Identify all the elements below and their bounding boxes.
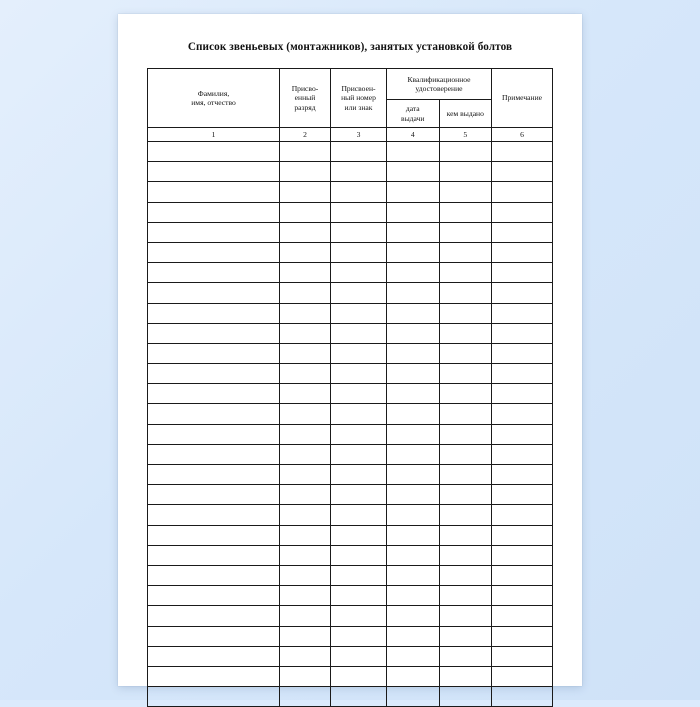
cell-fullname[interactable] bbox=[148, 586, 280, 606]
cell-rank[interactable] bbox=[280, 525, 331, 545]
cell-rank[interactable] bbox=[280, 444, 331, 464]
cell-number[interactable] bbox=[331, 646, 387, 666]
column-number-5: 5 bbox=[439, 128, 492, 142]
cell-notes[interactable] bbox=[492, 606, 553, 626]
cell-issue-date[interactable] bbox=[387, 323, 440, 343]
cell-issue-date[interactable] bbox=[387, 404, 440, 424]
cell-rank[interactable] bbox=[280, 606, 331, 626]
cell-issued-by[interactable] bbox=[439, 485, 492, 505]
cell-issue-date[interactable] bbox=[387, 283, 440, 303]
cell-notes[interactable] bbox=[492, 626, 553, 646]
column-header-issue-date-line1: дата bbox=[405, 104, 420, 114]
table-row bbox=[148, 465, 553, 485]
column-header-certificate-line2: удостоверение bbox=[415, 84, 463, 93]
cell-number[interactable] bbox=[331, 485, 387, 505]
cell-number[interactable] bbox=[331, 565, 387, 585]
table-row bbox=[148, 242, 553, 262]
cell-issue-date[interactable] bbox=[387, 687, 440, 707]
cell-fullname[interactable] bbox=[148, 343, 280, 363]
cell-rank[interactable] bbox=[280, 202, 331, 222]
cell-rank[interactable] bbox=[280, 465, 331, 485]
column-header-number bbox=[331, 69, 387, 128]
cell-number[interactable] bbox=[331, 303, 387, 323]
cell-fullname[interactable] bbox=[148, 263, 280, 283]
cell-notes[interactable] bbox=[492, 384, 553, 404]
cell-notes[interactable] bbox=[492, 485, 553, 505]
cell-issue-date[interactable] bbox=[387, 666, 440, 686]
cell-fullname[interactable] bbox=[148, 404, 280, 424]
cell-issue-date[interactable] bbox=[387, 142, 440, 162]
cell-issued-by[interactable] bbox=[439, 666, 492, 686]
document-sheet bbox=[118, 14, 582, 686]
cell-issued-by[interactable] bbox=[439, 586, 492, 606]
table-row bbox=[148, 384, 553, 404]
cell-rank[interactable] bbox=[280, 666, 331, 686]
cell-rank[interactable] bbox=[280, 545, 331, 565]
table-row bbox=[148, 444, 553, 464]
cell-fullname[interactable] bbox=[148, 384, 280, 404]
cell-fullname[interactable] bbox=[148, 283, 280, 303]
cell-notes[interactable] bbox=[492, 525, 553, 545]
cell-issue-date[interactable] bbox=[387, 303, 440, 323]
cell-issue-date[interactable] bbox=[387, 242, 440, 262]
cell-fullname[interactable] bbox=[148, 505, 280, 525]
cell-fullname[interactable] bbox=[148, 666, 280, 686]
column-header-fullname-line1: Фамилия, bbox=[197, 88, 230, 98]
cell-issue-date[interactable] bbox=[387, 424, 440, 444]
table-row bbox=[148, 586, 553, 606]
cell-notes[interactable] bbox=[492, 263, 553, 283]
cell-fullname[interactable] bbox=[148, 465, 280, 485]
cell-rank[interactable] bbox=[280, 505, 331, 525]
header-row-main bbox=[148, 69, 553, 100]
cell-issued-by[interactable] bbox=[439, 303, 492, 323]
cell-fullname[interactable] bbox=[148, 485, 280, 505]
column-number-3: 3 bbox=[331, 128, 387, 142]
column-header-notes bbox=[492, 69, 553, 128]
cell-number[interactable] bbox=[331, 202, 387, 222]
cell-notes[interactable] bbox=[492, 687, 553, 707]
table-row bbox=[148, 606, 553, 626]
cell-number[interactable] bbox=[331, 283, 387, 303]
cell-issue-date[interactable] bbox=[387, 263, 440, 283]
column-header-number-line2: ный номер bbox=[341, 93, 376, 103]
cell-notes[interactable] bbox=[492, 343, 553, 363]
cell-issued-by[interactable] bbox=[439, 465, 492, 485]
cell-issue-date[interactable] bbox=[387, 364, 440, 384]
table-row bbox=[148, 364, 553, 384]
cell-rank[interactable] bbox=[280, 485, 331, 505]
cell-notes[interactable] bbox=[492, 303, 553, 323]
cell-issue-date[interactable] bbox=[387, 545, 440, 565]
table-row bbox=[148, 162, 553, 182]
cell-fullname[interactable] bbox=[148, 444, 280, 464]
cell-notes[interactable] bbox=[492, 586, 553, 606]
cell-issued-by[interactable] bbox=[439, 404, 492, 424]
cell-issue-date[interactable] bbox=[387, 606, 440, 626]
cell-number[interactable] bbox=[331, 242, 387, 262]
cell-issued-by[interactable] bbox=[439, 364, 492, 384]
cell-issued-by[interactable] bbox=[439, 646, 492, 666]
cell-issue-date[interactable] bbox=[387, 384, 440, 404]
cell-issued-by[interactable] bbox=[439, 565, 492, 585]
cell-rank[interactable] bbox=[280, 626, 331, 646]
column-header-fullname bbox=[148, 69, 280, 128]
cell-rank[interactable] bbox=[280, 424, 331, 444]
table-head bbox=[148, 69, 553, 142]
cell-issue-date[interactable] bbox=[387, 202, 440, 222]
cell-issued-by[interactable] bbox=[439, 182, 492, 202]
cell-fullname[interactable] bbox=[148, 565, 280, 585]
cell-issued-by[interactable] bbox=[439, 525, 492, 545]
cell-notes[interactable] bbox=[492, 424, 553, 444]
column-header-rank-line1: Присво- bbox=[291, 84, 319, 94]
cell-rank[interactable] bbox=[280, 404, 331, 424]
cell-rank[interactable] bbox=[280, 646, 331, 666]
cell-number[interactable] bbox=[331, 162, 387, 182]
table-row bbox=[148, 323, 553, 343]
cell-issued-by[interactable] bbox=[439, 545, 492, 565]
column-header-number-line3: или знак bbox=[344, 102, 373, 112]
table-row bbox=[148, 626, 553, 646]
cell-notes[interactable] bbox=[492, 565, 553, 585]
cell-notes[interactable] bbox=[492, 646, 553, 666]
cell-number[interactable] bbox=[331, 222, 387, 242]
cell-notes[interactable] bbox=[492, 202, 553, 222]
cell-issued-by[interactable] bbox=[439, 606, 492, 626]
cell-notes[interactable] bbox=[492, 182, 553, 202]
cell-fullname[interactable] bbox=[148, 424, 280, 444]
table-row bbox=[148, 505, 553, 525]
cell-issued-by[interactable] bbox=[439, 626, 492, 646]
cell-notes[interactable] bbox=[492, 222, 553, 242]
cell-fullname[interactable] bbox=[148, 202, 280, 222]
cell-fullname[interactable] bbox=[148, 525, 280, 545]
column-header-issue-date-line2: выдачи bbox=[400, 113, 425, 123]
cell-rank[interactable] bbox=[280, 142, 331, 162]
cell-issued-by[interactable] bbox=[439, 444, 492, 464]
cell-fullname[interactable] bbox=[148, 545, 280, 565]
cell-fullname[interactable] bbox=[148, 323, 280, 343]
column-header-rank bbox=[280, 69, 331, 128]
cell-issued-by[interactable] bbox=[439, 323, 492, 343]
cell-issue-date[interactable] bbox=[387, 222, 440, 242]
table-row bbox=[148, 424, 553, 444]
cell-rank[interactable] bbox=[280, 283, 331, 303]
cell-fullname[interactable] bbox=[148, 222, 280, 242]
column-number-2: 2 bbox=[280, 128, 331, 142]
cell-issue-date[interactable] bbox=[387, 626, 440, 646]
cell-number[interactable] bbox=[331, 424, 387, 444]
column-header-issued-by-text: кем выдано bbox=[446, 108, 484, 118]
cell-issue-date[interactable] bbox=[387, 646, 440, 666]
column-number-row bbox=[148, 128, 553, 142]
cell-rank[interactable] bbox=[280, 182, 331, 202]
cell-rank[interactable] bbox=[280, 323, 331, 343]
column-header-issue-date bbox=[387, 100, 440, 128]
cell-number[interactable] bbox=[331, 263, 387, 283]
cell-fullname[interactable] bbox=[148, 162, 280, 182]
cell-number[interactable] bbox=[331, 404, 387, 424]
table-row bbox=[148, 404, 553, 424]
cell-issued-by[interactable] bbox=[439, 242, 492, 262]
table-body bbox=[148, 142, 553, 707]
cell-issued-by[interactable] bbox=[439, 263, 492, 283]
table-row bbox=[148, 283, 553, 303]
cell-notes[interactable] bbox=[492, 242, 553, 262]
column-header-certificate-group bbox=[387, 69, 492, 100]
cell-notes[interactable] bbox=[492, 142, 553, 162]
cell-number[interactable] bbox=[331, 586, 387, 606]
cell-fullname[interactable] bbox=[148, 303, 280, 323]
table-row bbox=[148, 142, 553, 162]
cell-notes[interactable] bbox=[492, 505, 553, 525]
cell-number[interactable] bbox=[331, 343, 387, 363]
column-header-fullname-line2: имя, отчество bbox=[191, 98, 236, 107]
column-header-issued-by bbox=[439, 100, 492, 128]
column-header-certificate-line1: Квалификационное bbox=[407, 74, 471, 84]
cell-rank[interactable] bbox=[280, 303, 331, 323]
cell-fullname[interactable] bbox=[148, 242, 280, 262]
cell-number[interactable] bbox=[331, 364, 387, 384]
column-header-notes-text: Примечание bbox=[501, 93, 543, 103]
cell-fullname[interactable] bbox=[148, 687, 280, 707]
cell-rank[interactable] bbox=[280, 222, 331, 242]
cell-issued-by[interactable] bbox=[439, 384, 492, 404]
table-row bbox=[148, 303, 553, 323]
cell-issued-by[interactable] bbox=[439, 424, 492, 444]
cell-rank[interactable] bbox=[280, 586, 331, 606]
cell-fullname[interactable] bbox=[148, 364, 280, 384]
cell-issue-date[interactable] bbox=[387, 505, 440, 525]
cell-rank[interactable] bbox=[280, 263, 331, 283]
cell-issue-date[interactable] bbox=[387, 525, 440, 545]
cell-issued-by[interactable] bbox=[439, 222, 492, 242]
cell-number[interactable] bbox=[331, 465, 387, 485]
cell-issue-date[interactable] bbox=[387, 444, 440, 464]
cell-notes[interactable] bbox=[492, 404, 553, 424]
cell-issued-by[interactable] bbox=[439, 162, 492, 182]
cell-notes[interactable] bbox=[492, 545, 553, 565]
cell-notes[interactable] bbox=[492, 666, 553, 686]
cell-number[interactable] bbox=[331, 687, 387, 707]
column-header-rank-line3: разряд bbox=[294, 102, 316, 112]
cell-issued-by[interactable] bbox=[439, 202, 492, 222]
cell-notes[interactable] bbox=[492, 364, 553, 384]
column-number-6: 6 bbox=[492, 128, 553, 142]
cell-rank[interactable] bbox=[280, 343, 331, 363]
table-row bbox=[148, 263, 553, 283]
cell-rank[interactable] bbox=[280, 364, 331, 384]
cell-notes[interactable] bbox=[492, 162, 553, 182]
page-title-text: Список звеньевых (монтажников), занятых установкой болтов bbox=[187, 41, 513, 53]
cell-rank[interactable] bbox=[280, 384, 331, 404]
cell-fullname[interactable] bbox=[148, 646, 280, 666]
cell-issued-by[interactable] bbox=[439, 505, 492, 525]
cell-rank[interactable] bbox=[280, 242, 331, 262]
cell-issue-date[interactable] bbox=[387, 343, 440, 363]
table-row bbox=[148, 343, 553, 363]
table-row bbox=[148, 646, 553, 666]
cell-rank[interactable] bbox=[280, 162, 331, 182]
cell-issued-by[interactable] bbox=[439, 687, 492, 707]
column-number-1: 1 bbox=[148, 128, 280, 142]
table-row bbox=[148, 545, 553, 565]
cell-number[interactable] bbox=[331, 666, 387, 686]
column-number-4: 4 bbox=[387, 128, 440, 142]
table-row bbox=[148, 565, 553, 585]
cell-fullname[interactable] bbox=[148, 142, 280, 162]
table-row bbox=[148, 687, 553, 707]
cell-number[interactable] bbox=[331, 444, 387, 464]
cell-notes[interactable] bbox=[492, 323, 553, 343]
cell-issued-by[interactable] bbox=[439, 142, 492, 162]
cell-number[interactable] bbox=[331, 626, 387, 646]
cell-number[interactable] bbox=[331, 525, 387, 545]
column-header-number-line1: Присвоен- bbox=[341, 84, 376, 94]
cell-number[interactable] bbox=[331, 384, 387, 404]
table-row bbox=[148, 525, 553, 545]
cell-issue-date[interactable] bbox=[387, 465, 440, 485]
table-row bbox=[148, 182, 553, 202]
cell-number[interactable] bbox=[331, 323, 387, 343]
cell-notes[interactable] bbox=[492, 465, 553, 485]
cell-number[interactable] bbox=[331, 182, 387, 202]
cell-issue-date[interactable] bbox=[387, 485, 440, 505]
table-row bbox=[148, 202, 553, 222]
table-row bbox=[148, 222, 553, 242]
cell-rank[interactable] bbox=[280, 565, 331, 585]
cell-issue-date[interactable] bbox=[387, 565, 440, 585]
cell-fullname[interactable] bbox=[148, 606, 280, 626]
cell-issued-by[interactable] bbox=[439, 283, 492, 303]
table-row bbox=[148, 485, 553, 505]
registry-table bbox=[147, 68, 553, 707]
cell-number[interactable] bbox=[331, 545, 387, 565]
cell-number[interactable] bbox=[331, 142, 387, 162]
cell-number[interactable] bbox=[331, 606, 387, 626]
page-title bbox=[118, 14, 582, 53]
cell-issue-date[interactable] bbox=[387, 162, 440, 182]
cell-notes[interactable] bbox=[492, 444, 553, 464]
cell-issue-date[interactable] bbox=[387, 586, 440, 606]
cell-number[interactable] bbox=[331, 505, 387, 525]
cell-issued-by[interactable] bbox=[439, 343, 492, 363]
cell-fullname[interactable] bbox=[148, 182, 280, 202]
table-row bbox=[148, 666, 553, 686]
cell-notes[interactable] bbox=[492, 283, 553, 303]
column-header-rank-line2: енный bbox=[294, 93, 316, 103]
cell-rank[interactable] bbox=[280, 687, 331, 707]
cell-issue-date[interactable] bbox=[387, 182, 440, 202]
cell-fullname[interactable] bbox=[148, 626, 280, 646]
